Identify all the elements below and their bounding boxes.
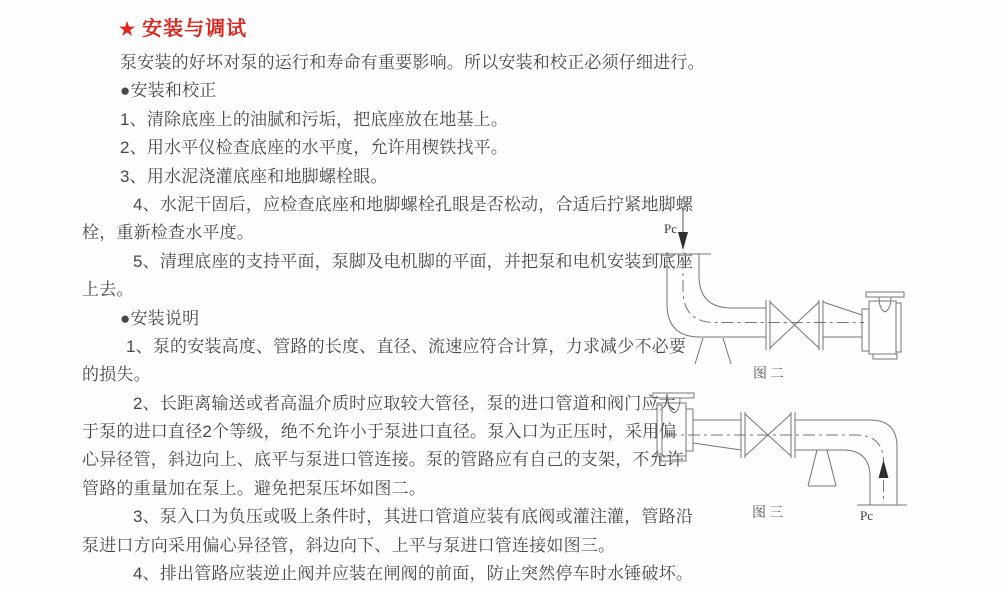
text-line: ●安装和校正 xyxy=(120,81,217,101)
section-heading xyxy=(119,12,247,41)
text-line: 管路的重量加在泵上。避免把泵压坏如图二。 xyxy=(82,478,426,498)
text-line: 3、用水泥浇灌底座和地脚螺栓眼。 xyxy=(120,166,388,186)
text-line: 4、水泥干固后，应检查底座和地脚螺栓孔眼是否松动，合适后拧紧地脚螺 xyxy=(133,194,694,214)
body-text xyxy=(82,49,705,588)
text-line: 栓，重新检查水平度。 xyxy=(82,223,254,243)
text-line: 5、清理底座的支持平面，泵脚及电机脚的平面，并把泵和电机安装到底座 xyxy=(133,251,694,271)
star-icon: ★ xyxy=(119,19,137,39)
valve-symbol xyxy=(766,300,823,350)
text-line: 泵进口方向采用偏心异径管，斜边向下、上平与泵进口管连接如图三。 xyxy=(82,535,616,555)
text-line: ●安装说明 xyxy=(120,308,200,328)
pressure-label: Pc xyxy=(860,508,873,523)
text-line: 泵安装的好坏对泵的运行和寿命有重要影响。所以安装和校正必须仔细进行。 xyxy=(120,53,705,72)
support-stand xyxy=(808,450,836,486)
pump-symbol xyxy=(653,393,694,461)
text-line: 于泵的进口直径2个等级，绝不允许小于泵进口直径。泵入口为正压时，采用偏 xyxy=(82,422,677,442)
figure-3-piping-diagram xyxy=(645,383,1005,535)
text-line: 上去。 xyxy=(82,280,134,300)
pipe-elbow xyxy=(665,420,907,505)
pipe-elbow xyxy=(655,254,864,337)
flow-arrow-down-icon xyxy=(678,208,688,250)
text-line: 4、排出管路应装逆止阀并应装在闸阀的前面，防止突然停车时水锤破坏。 xyxy=(133,564,694,584)
pump-symbol xyxy=(862,292,904,359)
text-line: 1、泵的安装高度、管路的长度、直径、流速应符合计算，力求减少不必要 xyxy=(126,336,687,356)
text-line: 1、清除底座上的油腻和污垢，把底座放在地基上。 xyxy=(120,109,509,129)
text-line: 2、长距离输送或者高温介质时应取较大管径，泵的进口管道和阀门应大 xyxy=(133,393,676,413)
text-line: 2、用水平仪检查底座的水平度，允许用楔铁找平。 xyxy=(120,138,509,158)
figure-2-caption: 图二 xyxy=(753,365,787,381)
support-stand xyxy=(695,338,731,364)
text-line: 3、泵入口为负压或吸上条件时，其进口管道应装有底阀或灌注灌，管路沿 xyxy=(133,507,694,527)
figure-3-caption: 图三 xyxy=(752,504,786,520)
pressure-label: Pc xyxy=(664,221,677,236)
section-title: 安装与调试 xyxy=(142,18,248,40)
text-line: 的损失。 xyxy=(82,365,151,385)
flow-arrow-up-icon xyxy=(879,460,889,478)
eccentric-reducer xyxy=(823,302,862,337)
figure-2-piping-diagram xyxy=(645,200,1005,390)
text-line: 心异径管，斜边向上、底平与泵进口管连接。泵的管路应有自己的支架，不允许 xyxy=(82,450,684,470)
